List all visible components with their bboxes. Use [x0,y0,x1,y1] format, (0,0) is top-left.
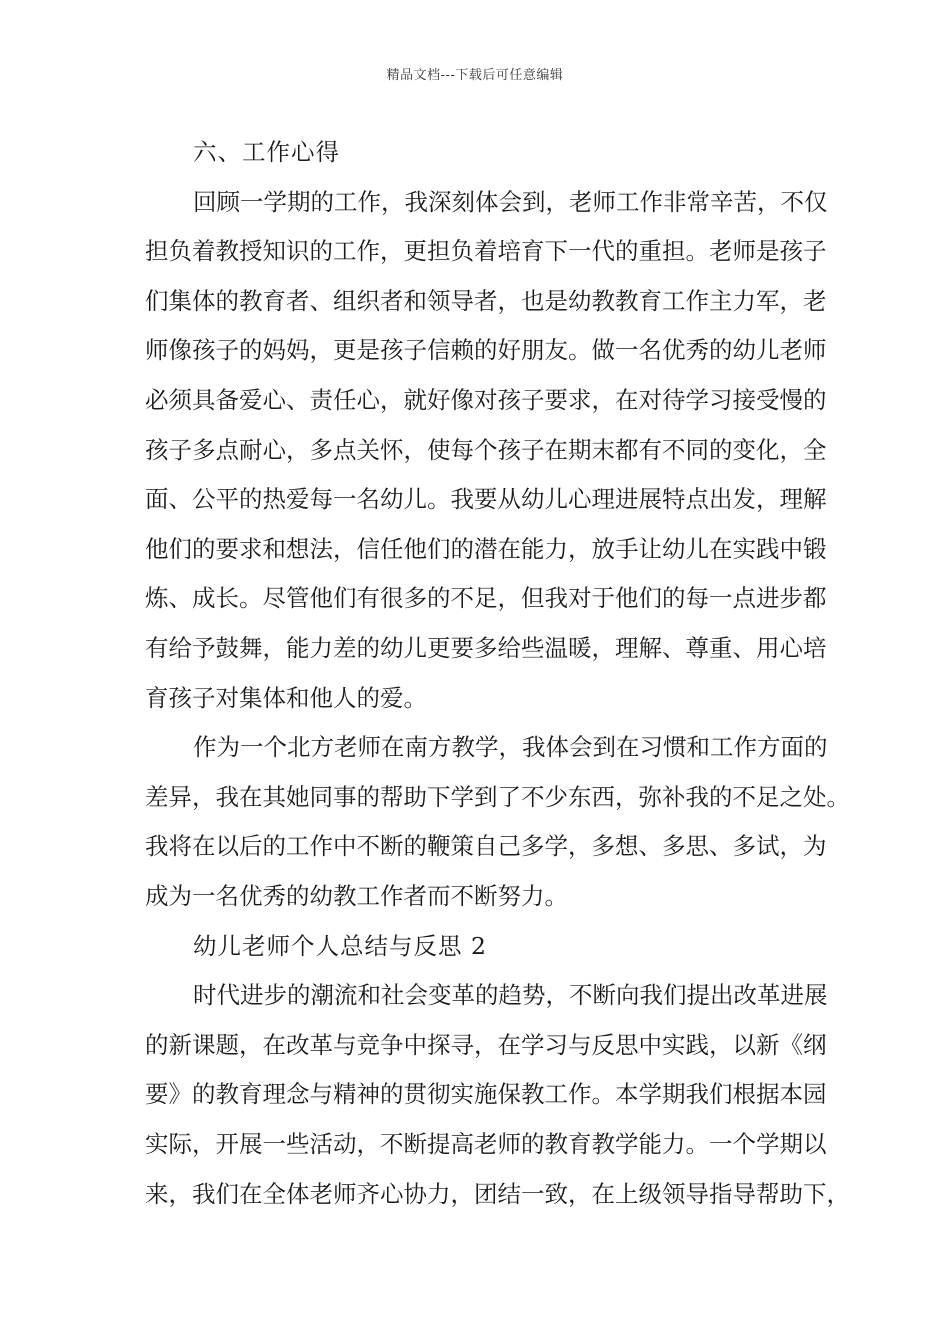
section-heading: 幼儿老师个人总结与反思 2 [193,931,487,960]
paragraph-line: 有给予鼓舞，能力差的幼儿更要多给些温暖，理解、尊重、用心培 [145,634,827,662]
paragraph-line: 实际，开展一些活动，不断提高老师的教育教学能力。一个学期以 [145,1130,827,1158]
paragraph-line: 来，我们在全体老师齐心协力，团结一致，在上级领导指导帮助下， [145,1179,850,1208]
paragraph-line: 作为一个北方老师在南方教学，我体会到在习惯和工作方面的 [193,733,828,762]
paragraph-line: 面、公平的热爱每一名幼儿。我要从幼儿心理进展特点出发，理解 [145,485,827,514]
paragraph-line: 担负着教授知识的工作，更担负着培育下一代的重担。老师是孩子 [145,237,827,266]
paragraph-line: 时代进步的潮流和社会变革的趋势，不断向我们提出改革进展 [193,981,828,1010]
paragraph-line: 的新课题，在改革与竞争中探寻，在学习与反思中实践，以新《纲 [145,1030,827,1059]
paragraph-line: 育孩子对集体和他人的爱。 [145,683,427,712]
paragraph-line: 必须具备爱心、责任心，就好像对孩子要求，在对待学习接受慢的 [145,386,827,414]
paragraph-line: 成为一名优秀的幼教工作者而不断努力。 [145,882,568,910]
page-header: 精品文档---下载后可任意编辑 [386,68,564,83]
paragraph-line: 差异，我在其她同事的帮助下学到了不少东西，弥补我的不足之处。 [145,782,850,811]
paragraph-line: 师像孩子的妈妈，更是孩子信赖的好朋友。做一名优秀的幼儿老师 [145,336,827,365]
paragraph-line: 炼、成长。尽管他们有很多的不足，但我对于他们的每一点进步都 [145,584,827,613]
paragraph-line: 他们的要求和想法，信任他们的潜在能力，放手让幼儿在实践中锻 [145,534,827,563]
paragraph-line: 们集体的教育者、组织者和领导者，也是幼教教育工作主力军，老 [145,286,827,315]
paragraph-line: 孩子多点耐心，多点关怀，使每个孩子在期末都有不同的变化，全 [145,435,827,464]
paragraph-line: 我将在以后的工作中不断的鞭策自己多学，多想、多思、多试，为 [145,832,827,861]
section-heading: 六、工作心得 [193,138,340,166]
paragraph-line: 要》的教育理念与精神的贯彻实施保教工作。本学期我们根据本园 [145,1080,827,1109]
paragraph-line: 回顾一学期的工作，我深刻体会到，老师工作非常辛苦，不仅 [193,187,828,216]
